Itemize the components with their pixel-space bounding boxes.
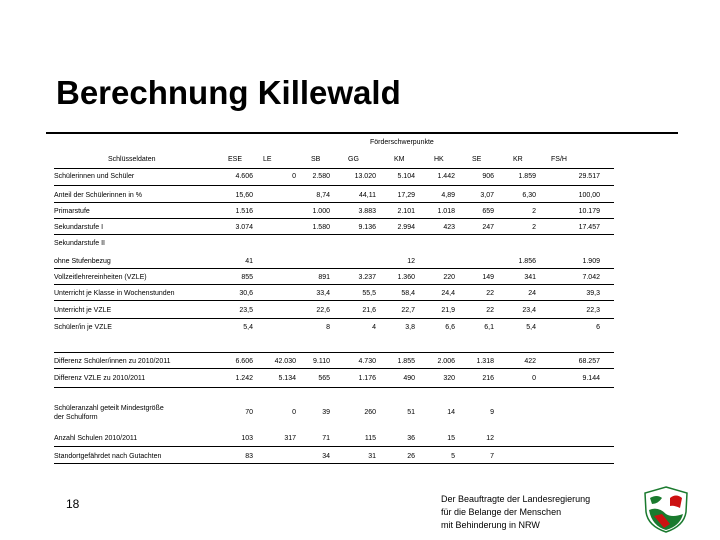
row-label: Schüler/in je VZLE xyxy=(54,324,112,331)
row-divider xyxy=(54,318,614,319)
table-cell: 0 xyxy=(292,409,296,416)
row-divider xyxy=(54,168,614,169)
table-cell: 341 xyxy=(524,274,536,281)
row-divider xyxy=(54,202,614,203)
table-cell: 1.000 xyxy=(312,208,330,215)
row-label: Standortgefährdet nach Gutachten xyxy=(54,453,162,460)
table-cell: 247 xyxy=(482,224,494,231)
table-cell: 30,6 xyxy=(239,290,253,297)
column-header: FS/H xyxy=(551,156,567,163)
table-cell: 24 xyxy=(528,290,536,297)
table-cell: 15,60 xyxy=(235,192,253,199)
table-cell: 22,6 xyxy=(316,307,330,314)
row-divider xyxy=(54,300,614,301)
row-divider xyxy=(54,387,614,388)
row-divider xyxy=(54,446,614,447)
table-cell: 10.179 xyxy=(578,208,600,215)
table-cell: 4,89 xyxy=(441,192,455,199)
table-cell: 1.442 xyxy=(437,173,455,180)
table-cell: 3.074 xyxy=(235,224,253,231)
table-cell: 22 xyxy=(486,307,494,314)
table-cell: 41 xyxy=(245,258,253,265)
table-cell: 8,74 xyxy=(316,192,330,199)
table-cell: 1.018 xyxy=(437,208,455,215)
table-cell: 44,11 xyxy=(359,192,376,199)
table-cell: 58,4 xyxy=(401,290,415,297)
row-label: Unterricht je VZLE xyxy=(54,307,112,314)
page-number: 18 xyxy=(66,497,80,511)
table-cell: 31 xyxy=(368,453,376,460)
nrw-logo-icon xyxy=(640,484,692,534)
row-divider xyxy=(54,185,614,186)
table-cell: 1.580 xyxy=(312,224,330,231)
table-cell: 6,1 xyxy=(484,324,494,331)
table-cell: 39,3 xyxy=(586,290,600,297)
table-cell: 1.859 xyxy=(518,173,536,180)
table-cell: 17.457 xyxy=(578,224,600,231)
table-cell: 36 xyxy=(407,435,415,442)
row-label: Vollzeitlehrereinheiten (VZLE) xyxy=(54,274,147,281)
footer-text: Der Beauftragte der Landesregierung für die Belange der Menschen mit Behinderung in NRW xyxy=(441,494,591,530)
table-cell: 7.042 xyxy=(582,274,600,281)
row-label: Unterricht je Klasse in Wochenstunden xyxy=(54,290,175,297)
table-cell: 1.318 xyxy=(476,358,494,365)
row-divider xyxy=(54,218,614,219)
table-cell: 5,4 xyxy=(526,324,536,331)
row-label: Sekundarstufe I xyxy=(54,224,104,231)
table-cell: 9.136 xyxy=(358,224,376,231)
table-cell: 9.110 xyxy=(313,358,330,365)
table-cell: 13.020 xyxy=(354,173,376,180)
table-cell: 68.257 xyxy=(578,358,600,365)
column-header-label: Schlüsseldaten xyxy=(108,156,156,163)
table-cell: 317 xyxy=(284,435,296,442)
table-cell: 115 xyxy=(364,435,376,442)
table-cell: 6.606 xyxy=(235,358,253,365)
table-cell: 17,29 xyxy=(397,192,415,199)
table-cell: 2.006 xyxy=(437,358,455,365)
table-cell: 29.517 xyxy=(578,173,600,180)
table-cell: 21,9 xyxy=(441,307,455,314)
table-cell: 855 xyxy=(241,274,253,281)
table-cell: 26 xyxy=(407,453,415,460)
table-cell: 8 xyxy=(326,324,330,331)
row-label: Schüleranzahl geteilt Mindestgröße der Schulform xyxy=(54,405,164,421)
table-cell: 0 xyxy=(292,173,296,180)
table-cell: 1.856 xyxy=(518,258,536,265)
row-divider xyxy=(54,368,614,369)
table-cell: 5.134 xyxy=(278,375,296,382)
table-cell: 9.144 xyxy=(582,375,600,382)
column-header: SB xyxy=(311,156,321,163)
table-cell: 12 xyxy=(407,258,415,265)
page-title: Berechnung Killewald xyxy=(56,74,401,111)
table-cell: 51 xyxy=(407,409,415,416)
table-cell: 423 xyxy=(443,224,455,231)
table-cell: 103 xyxy=(241,435,253,442)
table-cell: 1.855 xyxy=(397,358,415,365)
row-divider xyxy=(54,463,614,464)
table-cell: 42.030 xyxy=(274,358,296,365)
table-cell: 6,6 xyxy=(445,324,455,331)
table-cell: 2 xyxy=(532,224,536,231)
column-header: GG xyxy=(348,156,359,163)
table-cell: 34 xyxy=(322,453,330,460)
table-cell: 24,4 xyxy=(441,290,455,297)
table-cell: 490 xyxy=(403,375,415,382)
table-cell: 14 xyxy=(447,409,455,416)
table-cell: 149 xyxy=(482,274,494,281)
table-cell: 22,7 xyxy=(401,307,415,314)
table-cell: 216 xyxy=(482,375,494,382)
table-cell: 4.730 xyxy=(358,358,376,365)
table-cell: 4.606 xyxy=(235,173,253,180)
row-label: Schülerinnen und Schüler xyxy=(54,173,135,180)
table-cell: 659 xyxy=(482,208,494,215)
table-cell: 6 xyxy=(596,324,600,331)
table-cell: 55,5 xyxy=(362,290,376,297)
table-cell: 6,30 xyxy=(522,192,536,199)
table-cell: 5.104 xyxy=(397,173,415,180)
table-cell: 565 xyxy=(318,375,330,382)
table-cell: 2 xyxy=(532,208,536,215)
table-cell: 5,4 xyxy=(243,324,253,331)
table-cell: 422 xyxy=(524,358,536,365)
table-cell: 1.909 xyxy=(582,258,600,265)
table-cell: 3,8 xyxy=(405,324,415,331)
table-cell: 33,4 xyxy=(316,290,330,297)
table-cell: 0 xyxy=(532,375,536,382)
table-cell: 2.994 xyxy=(397,224,415,231)
table-cell: 71 xyxy=(322,435,330,442)
row-label: Anzahl Schulen 2010/2011 xyxy=(54,435,138,442)
table-cell: 15 xyxy=(447,435,455,442)
table-cell: 320 xyxy=(443,375,455,382)
table-cell: 70 xyxy=(245,409,253,416)
table-cell: 3.237 xyxy=(358,274,376,281)
table-cell: 39 xyxy=(322,409,330,416)
row-label: Anteil der Schülerinnen in % xyxy=(54,192,142,199)
table-cell: 23,4 xyxy=(522,307,536,314)
column-header: KR xyxy=(513,156,523,163)
table-cell: 1.176 xyxy=(358,375,376,382)
table-cell: 83 xyxy=(245,453,253,460)
table-cell: 5 xyxy=(451,453,455,460)
table-cell: 12 xyxy=(486,435,494,442)
table-cell: 100,00 xyxy=(578,192,600,199)
table-cell: 2.101 xyxy=(397,208,415,215)
table-cell: 9 xyxy=(490,409,494,416)
column-header: KM xyxy=(394,156,405,163)
table-cell: 21,6 xyxy=(362,307,376,314)
table-cell: 891 xyxy=(318,274,330,281)
row-divider xyxy=(54,284,614,285)
row-label: Sekundarstufe II xyxy=(54,240,105,247)
row-label: Differenz Schüler/innen zu 2010/2011 xyxy=(54,358,171,365)
group-header: Förderschwerpunkte xyxy=(370,139,434,146)
table-cell: 1.516 xyxy=(235,208,253,215)
column-header: LE xyxy=(263,156,272,163)
row-divider xyxy=(54,268,614,269)
table-cell: 22 xyxy=(486,290,494,297)
table-cell: 1.360 xyxy=(397,274,415,281)
table-cell: 906 xyxy=(482,173,494,180)
table-cell: 3.883 xyxy=(358,208,376,215)
table-cell: 3,07 xyxy=(480,192,494,199)
title-rule xyxy=(46,132,678,134)
table-cell: 1.242 xyxy=(235,375,253,382)
table-cell: 23,5 xyxy=(239,307,253,314)
row-label: Differenz VZLE zu 2010/2011 xyxy=(54,375,146,382)
row-divider xyxy=(54,234,614,235)
table-cell: 260 xyxy=(364,409,376,416)
row-label: ohne Stufenbezug xyxy=(54,258,111,265)
table-cell: 220 xyxy=(443,274,455,281)
table-cell: 2.580 xyxy=(312,173,330,180)
table-cell: 22,3 xyxy=(586,307,600,314)
row-label: Primarstufe xyxy=(54,208,90,215)
table-cell: 4 xyxy=(372,324,376,331)
row-divider xyxy=(54,352,614,353)
table-cell: 7 xyxy=(490,453,494,460)
column-header: HK xyxy=(434,156,444,163)
column-header: SE xyxy=(472,156,482,163)
column-header: ESE xyxy=(228,156,243,163)
